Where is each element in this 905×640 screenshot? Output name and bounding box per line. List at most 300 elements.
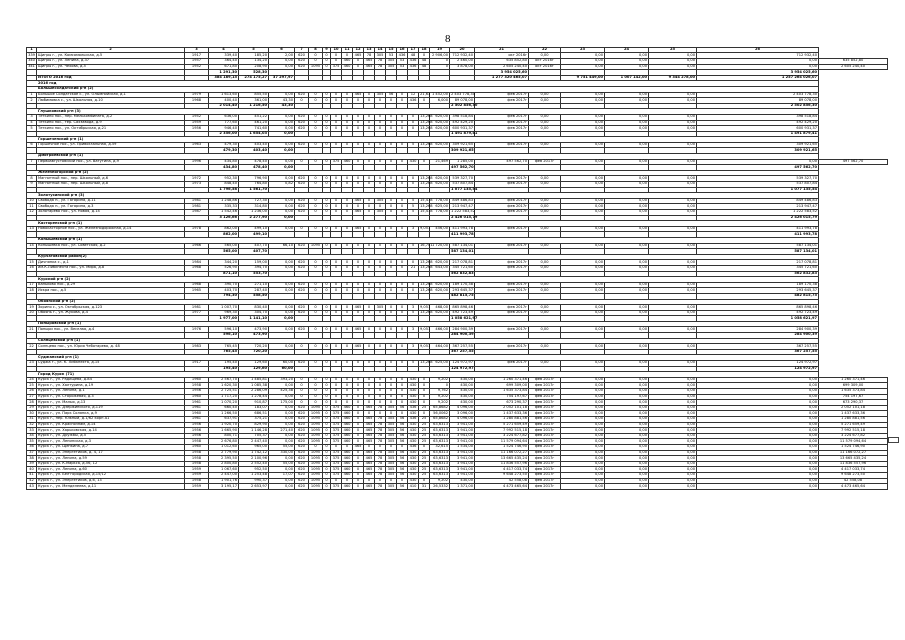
table-cell-col-12: 0 bbox=[353, 114, 364, 120]
table-cell-col-14: 78 bbox=[375, 405, 386, 411]
table-cell-col-13: 0 bbox=[364, 305, 375, 311]
table-cell-col-10: 0 bbox=[331, 288, 342, 294]
table-cell-col-4: 1 717,20 bbox=[209, 394, 239, 400]
table-cell-col-13: 465 bbox=[364, 456, 375, 462]
table-cell-col-19: 63,6313 bbox=[430, 467, 450, 473]
table-cell-col-9: 0 bbox=[323, 394, 331, 400]
table-cell-col-26: 0,00 bbox=[697, 389, 819, 395]
table-cell-col-27: 699 309,00 bbox=[819, 383, 888, 389]
table-cell-col-18: 16,701 bbox=[420, 242, 433, 247]
table-cell-col-11: 460 bbox=[342, 428, 353, 434]
table-cell-col-11: 0 bbox=[342, 344, 353, 350]
table-cell-col-5: 727,30 bbox=[239, 198, 269, 204]
table-cell-col-16: 0 bbox=[397, 114, 408, 120]
table-cell-col-26: 411 993,78 bbox=[697, 226, 819, 232]
table-cell-col-17: 430 bbox=[408, 159, 419, 165]
table-cell-col-1: 7 bbox=[27, 159, 37, 165]
table-cell-col-17: 5 bbox=[408, 204, 419, 210]
table-cell-col-5: 1 141,10 bbox=[239, 316, 269, 322]
table-cell-col-24: 0,00 bbox=[605, 444, 649, 450]
table-cell-col-10: 375 bbox=[331, 461, 342, 467]
table-cell-col-26: 562 832,83 bbox=[697, 271, 819, 277]
table-cell-col-8: 0 bbox=[309, 305, 323, 311]
table-cell-col-19: 0 bbox=[430, 64, 450, 70]
table-cell-col-26: 0,00 bbox=[697, 400, 819, 406]
table-cell-col-13: 0 bbox=[364, 411, 375, 417]
table-cell-col-8: 0 bbox=[309, 226, 323, 232]
table-cell-col-18: 25 bbox=[419, 433, 430, 439]
table-cell-col-23: 0,00 bbox=[561, 405, 605, 411]
table-cell-col-22: 0,00 bbox=[529, 198, 561, 204]
table-cell-col-3: 1968 bbox=[185, 265, 209, 271]
table-cell-col-18: 15,478 bbox=[420, 209, 433, 214]
section-heading: Железногорский р-н (2) bbox=[37, 170, 819, 176]
table-cell-col-22: 0,00 bbox=[529, 92, 561, 98]
table-cell-col-5: 796,90 bbox=[239, 176, 269, 182]
table-cell-col-21: фев 2017г bbox=[475, 282, 529, 288]
table-cell-col-14: 0 bbox=[375, 282, 386, 288]
table-cell-col-4: 2 676,80 bbox=[209, 439, 239, 445]
table-cell-col-25: 0,00 bbox=[649, 416, 697, 422]
table-cell-col-24: 0,00 bbox=[605, 400, 649, 406]
table-cell-col-17: 436 bbox=[408, 444, 419, 450]
table-cell-col-19: 1 452,00 bbox=[430, 92, 450, 98]
table-cell-col-15: 0 bbox=[386, 400, 397, 406]
table-cell-col-7: 620 bbox=[295, 484, 309, 490]
table-cell-col-14: 0 bbox=[375, 288, 386, 294]
table-cell-col-19: 625,00 bbox=[430, 361, 450, 367]
table-cell-col-6: 0,00 bbox=[269, 148, 295, 154]
table-cell-col-4: 434,80 bbox=[209, 165, 239, 171]
table-cell-col-21: 7 992 515,18 bbox=[475, 428, 529, 434]
table-cell-col-4: 637,91 bbox=[209, 416, 239, 422]
table-cell-col-22: 0,00 bbox=[529, 243, 561, 249]
table-cell-col-4: 2 779,90 bbox=[209, 450, 239, 456]
table-cell-col-9: 0 bbox=[323, 176, 331, 182]
table-cell-col-21: фев 2017г bbox=[475, 243, 529, 249]
table-cell-col-10: 0 bbox=[331, 444, 342, 450]
table-cell-col-24: 0,00 bbox=[605, 422, 649, 428]
table-cell-col-22: фев 2017г bbox=[529, 456, 561, 462]
column-number-19: 19 bbox=[430, 48, 450, 53]
table-cell-col-2: Большое Солдатское с., ул. Олымпийская, д.1 bbox=[37, 92, 185, 98]
table-cell-col-21: 754 197,67 bbox=[475, 394, 529, 400]
table-cell-col-24: 0,00 bbox=[605, 428, 649, 434]
table-cell-col-19: 6,000 bbox=[430, 98, 450, 104]
table-cell-col-22: фев 2017г bbox=[529, 450, 561, 456]
section-heading: Город Курск (71) bbox=[37, 372, 819, 378]
table-cell-col-23: 0,00 bbox=[561, 428, 605, 434]
table-cell-col-14: 0 bbox=[375, 361, 386, 367]
table-cell-col-1: 28 bbox=[27, 400, 37, 406]
table-cell-col-26: 309 921,65 bbox=[697, 148, 819, 154]
table-cell-col-5: 855,50 bbox=[239, 92, 269, 98]
table-cell-col-5: 830,40 bbox=[239, 305, 269, 311]
table-cell-col-20: 345 721,60 bbox=[450, 265, 475, 271]
table-cell-col-5: 129,60 bbox=[239, 366, 269, 372]
table-cell-col-7: 620 bbox=[295, 210, 309, 216]
table-cell-col-13: 0 bbox=[364, 114, 375, 120]
table-cell-col-26: 124 972,97 bbox=[697, 366, 819, 372]
table-cell-col-5: 1 216,50 bbox=[239, 103, 269, 109]
table-cell-col-15: 53 bbox=[386, 53, 397, 59]
table-cell-col-10: 0 bbox=[331, 120, 342, 126]
table-cell-col-17: 430 bbox=[408, 450, 419, 456]
table-cell-col-23: 0,00 bbox=[561, 416, 605, 422]
table-cell-col-6: 2,00 bbox=[269, 53, 295, 59]
table-cell-col-20: 367 257,55 bbox=[451, 349, 474, 354]
table-cell-col-8: 0 bbox=[309, 377, 323, 383]
table-cell-col-1: 17 bbox=[27, 282, 37, 288]
table-cell-col-22: 0,00 bbox=[529, 288, 561, 294]
register-table bbox=[26, 47, 888, 490]
table-cell-col-23: 9 751 449,00 bbox=[561, 75, 605, 81]
table-cell-col-2: Теткино пос., тер. Сахзавода, д.9 bbox=[37, 120, 185, 126]
table-cell-col-4: 2 014,40 bbox=[209, 103, 239, 109]
table-cell-col-19: 620,00 bbox=[430, 260, 450, 266]
table-cell-col-17: 430 bbox=[408, 461, 419, 467]
table-cell-col-8: 0 bbox=[309, 265, 323, 271]
table-cell-col-25: 0,00 bbox=[649, 288, 697, 294]
table-cell-col-22: 0,00 bbox=[529, 265, 561, 271]
table-cell-col-4: 335,33 bbox=[209, 204, 239, 210]
table-cell-col-23: 0,00 bbox=[561, 389, 605, 395]
table-cell-col-14: 78 bbox=[375, 428, 386, 434]
table-cell-col-26: 0,00 bbox=[697, 467, 819, 473]
table-cell-col-12: 0 bbox=[353, 422, 364, 428]
table-cell-col-13: 0 bbox=[364, 310, 375, 316]
column-number-22: 22 bbox=[529, 48, 561, 53]
table-cell-col-8: 1095 bbox=[309, 467, 323, 473]
table-cell-col-26: 398 518,84 bbox=[697, 114, 819, 120]
table-cell-col-19: 9,202 bbox=[430, 400, 450, 406]
table-cell-col-19: 466,00 bbox=[430, 327, 450, 333]
table-cell-col-15: 0 bbox=[386, 114, 397, 120]
table-cell-col-16: 56 bbox=[397, 428, 408, 434]
table-cell-col-24: 0,00 bbox=[605, 176, 649, 182]
table-cell-col-13: 0 bbox=[364, 282, 375, 288]
table-cell-col-11: 460 bbox=[342, 467, 353, 473]
table-cell-col-5: 2 277,90 bbox=[239, 215, 269, 221]
table-cell-col-4: 479,30 bbox=[209, 148, 239, 154]
table-cell-col-1: 13 bbox=[27, 226, 37, 232]
table-cell-col-17: 430 bbox=[408, 478, 419, 484]
table-cell-col-20: 3 941,00 bbox=[450, 439, 475, 445]
table-cell-col-3: 1957 bbox=[185, 58, 209, 64]
table-cell-col-23: 0,00 bbox=[561, 226, 605, 232]
table-cell-col-7: 620 bbox=[295, 260, 309, 266]
table-cell-col-6: 0,00 bbox=[269, 176, 295, 182]
table-cell-col-22: 0,00 bbox=[529, 210, 561, 216]
table-cell-col-11: 0 bbox=[342, 226, 353, 232]
table-cell-col-20: 430,00 bbox=[450, 377, 475, 383]
table-cell-col-20: 398 518,84 bbox=[450, 114, 475, 120]
table-cell-col-12: 0 bbox=[353, 159, 364, 165]
table-cell-col-9: 0 bbox=[323, 405, 331, 411]
table-cell-col-24: 0,00 bbox=[605, 58, 649, 64]
table-cell-col-26: 367 257,55 bbox=[697, 349, 819, 355]
table-cell-col-10: 0 bbox=[331, 282, 342, 288]
table-cell-col-14: 0 bbox=[375, 383, 386, 389]
table-cell-col-22: 0,00 bbox=[529, 327, 561, 333]
table-cell-col-11: 460 bbox=[342, 461, 353, 467]
table-cell-col-10: 0 bbox=[331, 98, 342, 104]
table-cell-col-13: 465 bbox=[364, 484, 375, 490]
table-cell-col-16: 0 bbox=[397, 182, 408, 188]
table-cell-col-21: фев 2017г bbox=[475, 344, 529, 350]
table-cell-col-19: 63,6313 bbox=[430, 433, 450, 439]
table-cell-col-8: 0 bbox=[309, 98, 323, 104]
table-cell-col-17: 3 bbox=[408, 305, 419, 311]
table-cell-col-17: 0 bbox=[408, 282, 419, 288]
table-cell-col-19: 620,00 bbox=[430, 182, 450, 188]
table-cell-col-15: 0 bbox=[386, 260, 397, 266]
table-cell-col-8: 0 bbox=[309, 198, 323, 204]
table-cell-col-6: 0,00 bbox=[269, 204, 295, 210]
table-cell-col-1: 4 bbox=[27, 120, 37, 126]
table-cell-col-20: 217 078,81 bbox=[450, 260, 475, 266]
table-cell-col-7: 620 bbox=[295, 120, 309, 126]
table-cell-col-21: фев 2017г bbox=[475, 142, 529, 148]
column-number-3: 3 bbox=[185, 48, 209, 53]
column-number-16: 16 bbox=[397, 48, 408, 53]
table-cell-col-11: 0 bbox=[342, 260, 353, 266]
table-cell-col-7: 620 bbox=[295, 478, 309, 484]
table-cell-col-10: 375 bbox=[331, 472, 342, 478]
table-cell-col-14: 0 bbox=[375, 444, 386, 450]
table-cell-col-10: 375 bbox=[331, 484, 342, 490]
table-cell-col-14: 78 bbox=[375, 439, 386, 445]
table-cell-col-14: 0 bbox=[375, 377, 386, 383]
table-cell-col-7: 620 bbox=[295, 305, 309, 311]
table-cell-col-22: фев 2017г bbox=[529, 405, 561, 411]
table-cell-col-16: 0 bbox=[397, 120, 408, 126]
table-cell-col-27: 9 648 273,50 bbox=[819, 472, 888, 478]
table-cell-col-20: 562 832,83 bbox=[451, 270, 474, 275]
table-cell-col-16: 0 bbox=[397, 159, 408, 165]
table-cell-col-7: 0 bbox=[295, 377, 309, 383]
table-cell-col-3: 1958 bbox=[185, 456, 209, 462]
table-cell-col-19: 9,202 bbox=[430, 394, 450, 400]
table-cell-col-3: 1917 bbox=[185, 53, 209, 59]
table-cell-col-1: 38 bbox=[27, 456, 37, 462]
table-cell-col-6: 0,00 bbox=[269, 344, 295, 350]
table-cell-col-26: 217 078,81 bbox=[697, 260, 819, 266]
table-cell-col-9: 0 bbox=[323, 472, 331, 478]
table-cell-col-2: Золотарево пос., ул. Новая, д.14 bbox=[37, 210, 185, 216]
table-cell-col-11: 460 bbox=[342, 456, 353, 462]
table-cell-col-17: 430 bbox=[408, 472, 419, 478]
table-cell-col-6: 0,00 bbox=[269, 58, 295, 64]
table-cell-col-9: 0 bbox=[323, 98, 331, 104]
register-table-body bbox=[27, 48, 888, 490]
table-cell-col-8: 1095 bbox=[309, 433, 323, 439]
table-cell-col-8: 0 bbox=[309, 53, 323, 59]
table-cell-col-4: 339,40 bbox=[209, 53, 239, 59]
table-cell-col-25: 0,00 bbox=[649, 428, 697, 434]
table-cell-col-20: 1 534,00 bbox=[450, 444, 475, 450]
column-number-4: 4 bbox=[209, 48, 239, 53]
table-cell-col-4: 344,20 bbox=[209, 260, 239, 266]
table-cell-col-13: 465 bbox=[364, 64, 375, 70]
table-cell-col-3: 1981 bbox=[185, 198, 209, 204]
table-cell-col-2: Курск г., пер. Южный, д.1/62 корп А1 bbox=[37, 416, 185, 422]
table-cell-col-20: 430,00 bbox=[450, 383, 475, 389]
table-cell-col-1: 29 bbox=[27, 405, 37, 411]
table-cell-col-25: 0,00 bbox=[649, 260, 697, 266]
table-cell-col-7: 620 bbox=[295, 456, 309, 462]
table-cell-col-23: 0,00 bbox=[561, 433, 605, 439]
table-cell-col-9: 0 bbox=[323, 433, 331, 439]
table-cell-col-9: 0 bbox=[323, 416, 331, 422]
table-cell-col-25: 0,00 bbox=[649, 400, 697, 406]
table-cell-col-26: 0,00 bbox=[697, 428, 819, 434]
table-cell-col-17: 436 bbox=[408, 98, 419, 104]
table-cell-col-17: 5 bbox=[408, 243, 419, 249]
table-cell-col-16: 0 bbox=[397, 444, 408, 450]
table-cell-col-19: 620,00 bbox=[430, 120, 450, 126]
table-cell-col-20: 284 900,39 bbox=[451, 332, 474, 337]
table-cell-col-21: фев 2017г bbox=[475, 182, 529, 188]
table-cell-col-11: 0 bbox=[342, 114, 353, 120]
table-cell-col-2: Первоавгустовский пос., ул. Ватутина, д.9 bbox=[37, 159, 185, 165]
table-cell-col-16: 0 bbox=[397, 282, 408, 288]
table-cell-col-8: 1095 bbox=[309, 472, 323, 478]
table-cell-col-13: 465 bbox=[364, 450, 375, 456]
table-cell-col-8: 1095 bbox=[309, 422, 323, 428]
table-cell-col-6: 43,30 bbox=[269, 98, 295, 104]
table-cell-col-24: 0,00 bbox=[605, 310, 649, 316]
table-cell-col-7: 620 bbox=[295, 198, 309, 204]
table-cell-col-16: 56 bbox=[397, 450, 408, 456]
table-cell-col-16: 0 bbox=[397, 226, 408, 232]
table-cell-col-6: 0,00 bbox=[269, 126, 295, 132]
table-cell-col-20: 865 898,46 bbox=[450, 305, 475, 311]
table-cell-col-4: 1 248,86 bbox=[209, 198, 239, 204]
table-cell-col-14: 0 bbox=[375, 204, 386, 210]
table-cell-col-17: 430 bbox=[408, 422, 419, 428]
table-cell-col-23: 0,00 bbox=[561, 282, 605, 288]
scan-edge-mark bbox=[888, 437, 899, 443]
table-cell-col-26: 0,00 bbox=[697, 411, 819, 417]
table-cell-col-26: 0,00 bbox=[697, 450, 819, 456]
table-cell-col-2: Курск г., ул. Краснознам, д.14 bbox=[37, 422, 185, 428]
table-cell-col-12: 0 bbox=[353, 456, 364, 462]
table-cell-col-23: 0,00 bbox=[561, 305, 605, 311]
table-cell-col-2: Новокасторное пос., ул. Железнодорожная, д.14 bbox=[37, 226, 185, 232]
table-cell-col-10: 375 bbox=[331, 64, 342, 70]
table-cell-col-27: 1 635 373,84 bbox=[819, 389, 888, 395]
table-cell-col-25: 0,00 bbox=[649, 450, 697, 456]
table-cell-col-19: 26,5332 bbox=[430, 484, 450, 490]
table-cell-col-19: 56,0062 bbox=[430, 411, 450, 417]
table-cell-col-18: 15,478 bbox=[420, 198, 433, 203]
table-cell-col-12: 0 bbox=[353, 58, 364, 64]
table-cell-col-21: окт 2016г bbox=[475, 53, 529, 59]
table-cell-col-8: 0 bbox=[309, 260, 323, 266]
table-cell-col-18: 0 bbox=[419, 400, 430, 406]
table-cell-col-14: 305 bbox=[375, 198, 386, 204]
table-cell-col-5: 451,22 bbox=[239, 114, 269, 120]
table-cell-col-11: 0 bbox=[342, 198, 353, 204]
table-cell-col-27: 1 524 746,90 bbox=[819, 444, 888, 450]
table-cell-col-11: 460 bbox=[342, 450, 353, 456]
table-cell-col-22: 0,00 bbox=[529, 260, 561, 266]
table-cell-col-17: 0 bbox=[408, 126, 419, 132]
table-cell-col-14: 78 bbox=[375, 472, 386, 478]
table-cell-col-6: 0,00 bbox=[269, 265, 295, 271]
table-cell-col-15: 0 bbox=[386, 344, 397, 350]
table-cell-col-16: 0 bbox=[397, 98, 408, 104]
table-cell-col-4: 2 356,00 bbox=[209, 131, 239, 137]
table-cell-col-10: 0 bbox=[331, 327, 342, 333]
table-cell-col-1: 39 bbox=[27, 461, 37, 467]
table-cell-col-25: 0,00 bbox=[649, 467, 697, 473]
table-cell-col-5: 407,70 bbox=[239, 243, 269, 249]
table-cell-col-12: 0 bbox=[353, 394, 364, 400]
table-cell-col-18: 13,268 bbox=[420, 142, 433, 147]
table-cell-col-17: 430 bbox=[408, 400, 419, 406]
table-cell-col-3: 1959 bbox=[185, 467, 209, 473]
table-cell-col-13: 465 bbox=[364, 405, 375, 411]
table-cell-col-18: 13,268 bbox=[420, 181, 433, 186]
table-cell-col-25: 0,00 bbox=[649, 64, 697, 70]
table-cell-col-6: 175,00 bbox=[269, 400, 295, 406]
table-cell-col-20: 430,00 bbox=[450, 400, 475, 406]
section-heading: Поныровский р-н (1) bbox=[37, 321, 819, 327]
table-cell-col-17: 430 bbox=[408, 433, 419, 439]
table-cell-col-12: 0 bbox=[353, 383, 364, 389]
table-cell-col-15: 0 bbox=[386, 198, 397, 204]
table-cell-col-4: 195,40 bbox=[209, 361, 239, 367]
table-cell-col-23: 0,00 bbox=[561, 53, 605, 59]
table-cell-col-12: 465 bbox=[353, 327, 364, 333]
table-cell-col-20: 213 947,47 bbox=[450, 204, 475, 210]
table-cell-col-8: 0 bbox=[309, 444, 323, 450]
table-cell-col-22: фев 2017г bbox=[529, 394, 561, 400]
table-cell-col-25: 0,00 bbox=[649, 198, 697, 204]
column-number-17: 17 bbox=[408, 48, 419, 53]
table-cell-col-2: Свобода п., ул. Гагарина, д.3 bbox=[37, 204, 185, 210]
table-cell-col-3: 1956 bbox=[185, 126, 209, 132]
table-cell-col-25: 0,00 bbox=[649, 210, 697, 216]
table-cell-col-26: 0,00 bbox=[697, 461, 819, 467]
table-cell-col-11: 0 bbox=[342, 120, 353, 126]
table-cell-col-15: 0 bbox=[386, 204, 397, 210]
table-cell-col-23: 0,00 bbox=[561, 461, 605, 467]
table-cell-col-24: 0,00 bbox=[605, 344, 649, 350]
table-cell-col-26: 284 900,39 bbox=[697, 327, 819, 333]
table-cell-col-16: 436 bbox=[397, 53, 408, 59]
table-cell-col-5: 159,00 bbox=[239, 260, 269, 266]
table-cell-col-1: 340 bbox=[28, 58, 35, 63]
table-cell-col-15: 305 bbox=[386, 439, 397, 445]
table-cell-col-3: 1961 bbox=[185, 400, 209, 406]
table-cell-col-15: 305 bbox=[386, 428, 397, 434]
table-cell-col-1: 24 bbox=[27, 377, 37, 383]
table-cell-col-11: 460 bbox=[342, 64, 353, 70]
table-cell-col-14: 0 bbox=[375, 411, 386, 417]
table-cell-col-1: 25 bbox=[27, 383, 37, 389]
table-cell-col-4: 862,00 bbox=[209, 226, 239, 232]
table-cell-col-20: 3 941,00 bbox=[450, 472, 475, 478]
table-cell-col-6: 0,00 bbox=[269, 456, 295, 462]
table-cell-col-2: Курск г., ул. Энергетиков, д. 4, 17 bbox=[37, 450, 185, 456]
table-cell-col-11: 0 bbox=[342, 265, 353, 271]
table-cell-col-13: 465 bbox=[364, 428, 375, 434]
table-cell-col-5: 314,80 bbox=[239, 204, 269, 210]
table-cell-col-25: 0,00 bbox=[649, 478, 697, 484]
